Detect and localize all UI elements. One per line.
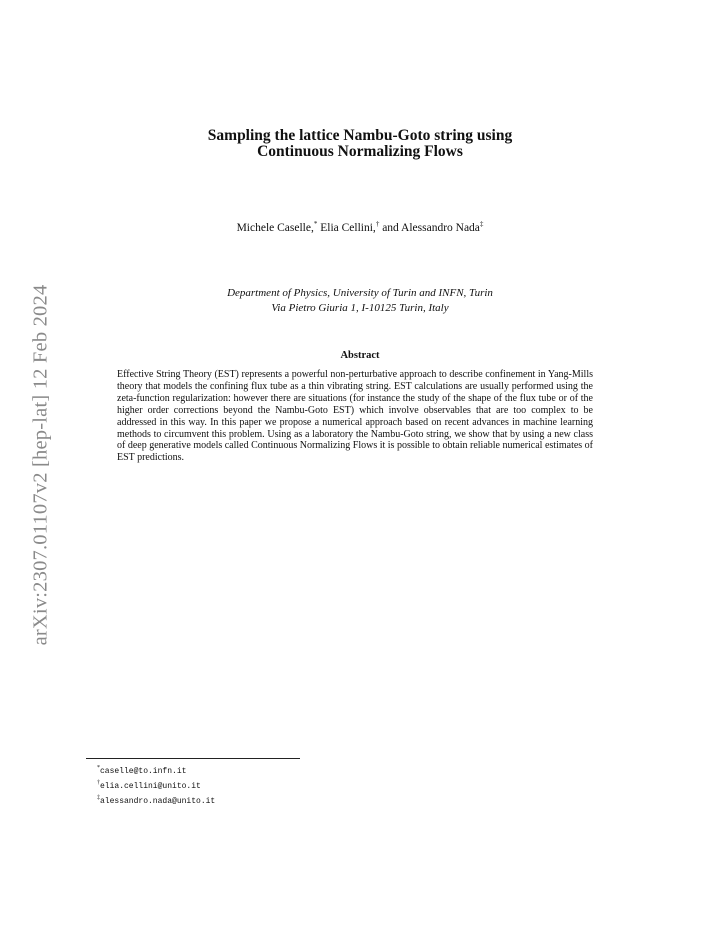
- footnote-divider: [86, 758, 300, 759]
- footnote-email[interactable]: caselle@to.infn.it: [100, 767, 187, 776]
- footnote-2: [97, 778, 215, 793]
- author-nada: and Alessandro Nada: [379, 222, 480, 234]
- author-mark-3: ‡: [479, 220, 484, 228]
- author-cellini: Elia Cellini,: [317, 222, 376, 234]
- footnote-mark: ‡: [97, 794, 100, 801]
- footnote-mark: †: [97, 779, 100, 786]
- author-mark-1: *: [313, 220, 318, 228]
- footnote-email[interactable]: elia.cellini@unito.it: [100, 781, 201, 791]
- footnote-mark: *: [97, 765, 100, 771]
- footnote-3: [97, 793, 215, 808]
- abstract-body: Effective String Theory (EST) represents a powerful non-perturbative approach to describe confinement in Yang-Mills theory that models the confining flux tube as a thin vibrating string. EST calculations are usually performed using the zeta-function regularization: however there are situations (for instance the study of the shape of the flux tube or of the higher order corrections beyond the Nambu-Goto EST) which involve observables that are too complex to be addressed in this way. In this paper we propose a numerical approach based on recent advances in machine learning methods to circumvent this problem. Using as a laboratory the Nambu-Goto string, we show that by using a new class of deep generative models called Continuous Normalizing Flows it is possible to obtain reliable numerical estimates of EST predictions.: [117, 369, 594, 464]
- affiliation-line-1: Department of Physics, University of Turin and INFN, Turin: [227, 287, 493, 299]
- footnote-1: [97, 763, 215, 778]
- title-line-2: Continuous Normalizing Flows: [257, 143, 463, 160]
- arxiv-identifier-stamp: arXiv:2307.01107v2 [hep-lat] 12 Feb 2024: [29, 284, 52, 646]
- footnote-email[interactable]: alessandro.nada@unito.it: [100, 796, 216, 806]
- affiliation-line-2: Via Pietro Giuria 1, I-10125 Turin, Italy: [271, 302, 449, 314]
- title-line-1: Sampling the lattice Nambu-Goto string using: [207, 127, 513, 144]
- author-caselle: Michele Caselle,: [236, 222, 314, 234]
- paper-title: [0, 128, 720, 160]
- affiliation: [0, 286, 720, 316]
- author-mark-2: †: [375, 220, 380, 228]
- footnotes: [97, 763, 215, 807]
- abstract-heading: Abstract: [340, 350, 380, 361]
- author-list: [0, 220, 720, 234]
